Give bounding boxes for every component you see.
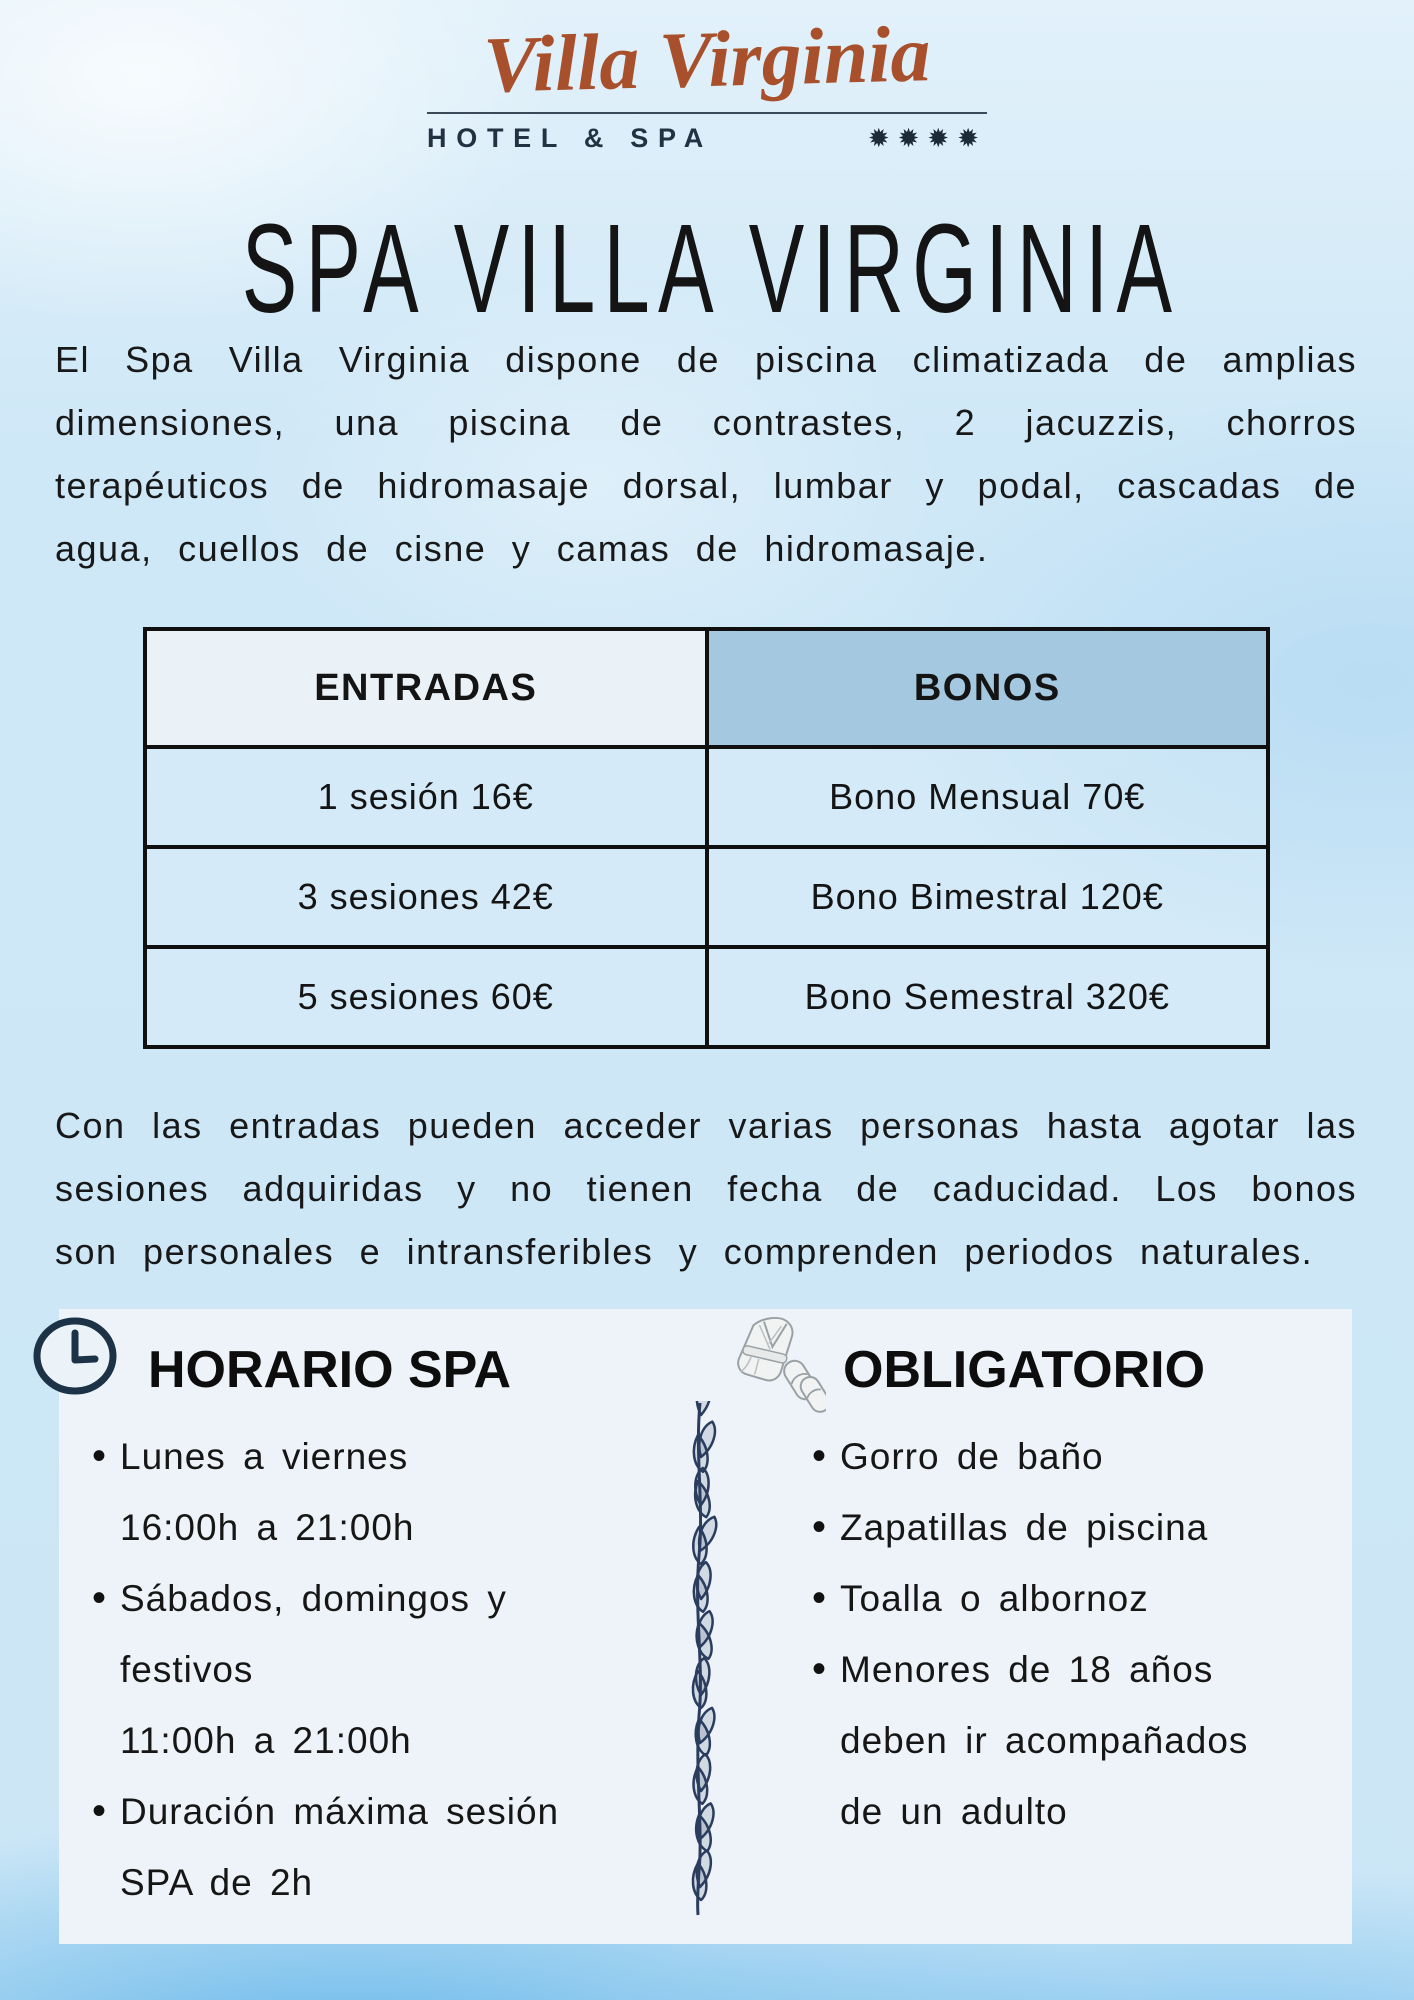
table-row: [145, 947, 1268, 1047]
price-table: [143, 627, 1270, 1049]
list-item: • Sábados, domingos y festivos 11:00h a 21:00h: [92, 1563, 692, 1776]
table-cell: 1 sesión 16€: [145, 747, 707, 847]
column-header-entradas: ENTRADAS: [145, 629, 707, 747]
table-cell: Bono Mensual 70€: [707, 747, 1269, 847]
logo-tagline: HOTEL & SPA: [427, 123, 713, 153]
schedule-heading: HORARIO SPA: [148, 1341, 512, 1399]
logo-script-text: Villa Virginia: [482, 10, 932, 110]
mandatory-list: [812, 1421, 1352, 1847]
table-cell: 3 sesiones 42€: [145, 847, 707, 947]
table-cell: Bono Bimestral 120€: [707, 847, 1269, 947]
intro-paragraph: El Spa Villa Virginia dispone de piscina climatizada de amplias dimensiones, una piscina de contrastes, 2 jacuzzis, chorros terapéuticos de hidromasaje dorsal, lumbar y podal, cascadas de agua, cuellos de cisne y camas de hidromasaje.: [55, 339, 1357, 569]
list-item: • Gorro de baño: [812, 1421, 1352, 1492]
table-cell: 5 sesiones 60€: [145, 947, 707, 1047]
table-row: [145, 847, 1268, 947]
list-item: • Duración máxima sesión SPA de 2h: [92, 1776, 692, 1918]
note-paragraph: Con las entradas pueden acceder varias personas hasta agotar las sesiones adquiridas y no tienen fecha de caducidad. Los bonos son personales e intransferibles y comprenden periodos naturales.: [55, 1105, 1357, 1272]
schedule-list: [92, 1421, 692, 1918]
list-item: • Zapatillas de piscina: [812, 1492, 1352, 1563]
logo-tagline-row: [427, 112, 987, 154]
clock-icon: [31, 1315, 119, 1397]
mandatory-heading: OBLIGATORIO: [843, 1341, 1206, 1399]
leafy-vine-icon: [671, 1401, 727, 1916]
page-title: SPA VILLA VIRGINIA: [241, 198, 1181, 339]
list-item: • Menores de 18 años deben ir acompañados de un adulto: [812, 1634, 1352, 1847]
table-header-row: [145, 629, 1268, 747]
column-header-bonos: BONOS: [707, 629, 1269, 747]
table-row: [145, 747, 1268, 847]
list-item: • Toalla o albornoz: [812, 1563, 1352, 1634]
four-stars-icon: ✹✹✹✹: [867, 123, 987, 153]
bathrobe-slippers-icon: [722, 1313, 826, 1413]
hotel-logo: [427, 12, 987, 154]
info-panel: [59, 1309, 1352, 1944]
table-cell: Bono Semestral 320€: [707, 947, 1269, 1047]
list-item: • Lunes a viernes 16:00h a 21:00h: [92, 1421, 692, 1563]
